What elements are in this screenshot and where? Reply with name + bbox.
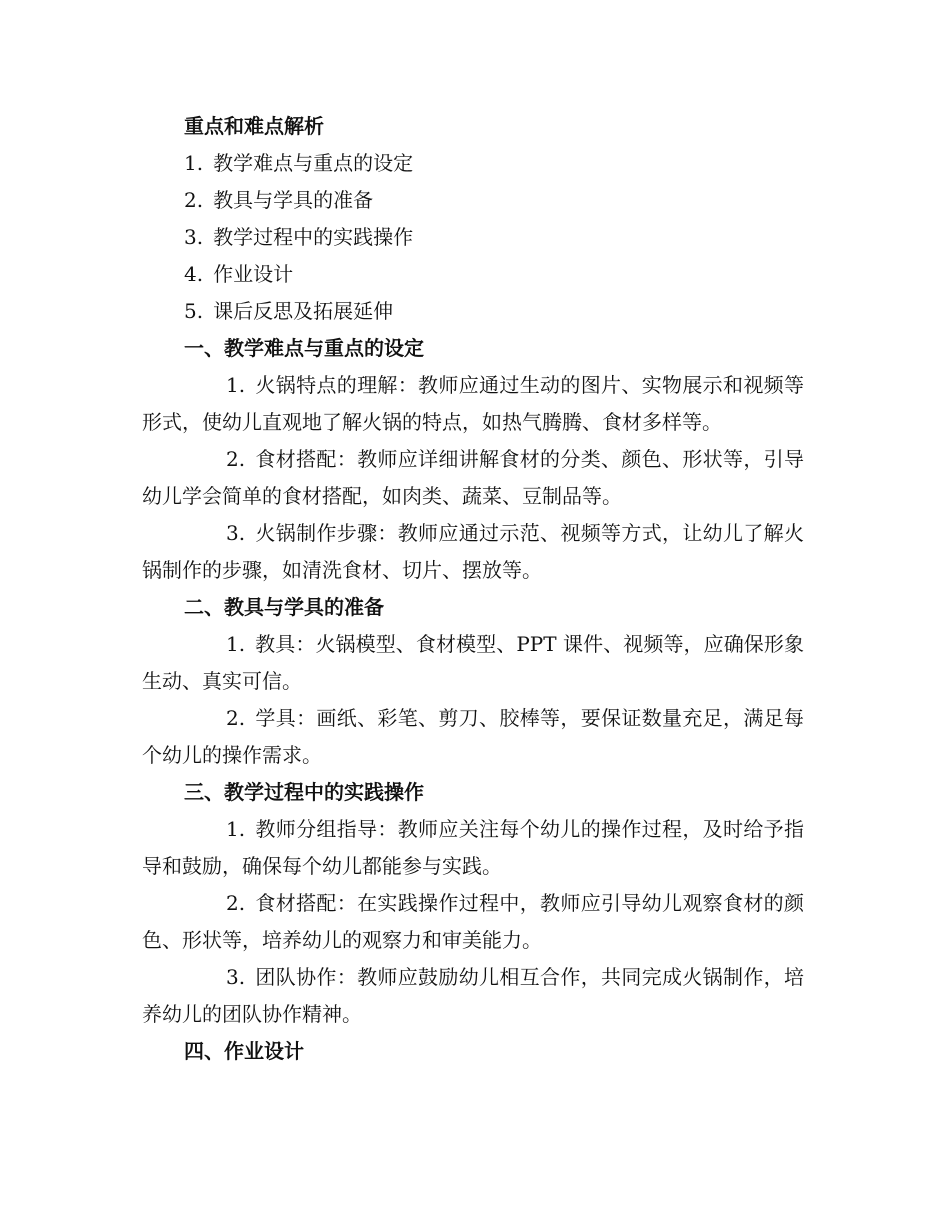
paragraph-text: 教师分组指导：教师应关注每个幼儿的操作过程，及时给予指导和鼓励，确保每个幼儿都能参与实践。 [142,817,804,878]
outline-item-text: 教具与学具的准备 [213,188,374,212]
paragraph-number: 3. [226,965,246,989]
paragraph-text: 食材搭配：在实践操作过程中，教师应引导幼儿观察食材的颜色、形状等，培养幼儿的观察力和审美能力。 [142,891,804,952]
outline-item-number: 3. [184,225,204,249]
outline-item [142,293,804,330]
outline-item-text: 作业设计 [213,262,294,286]
paragraph [142,959,804,1033]
paragraph-number: 3. [226,521,246,545]
outline-title: 重点和难点解析 [184,114,324,138]
paragraph-number: 1. [226,632,246,656]
paragraph [142,367,804,441]
outline-item-number: 1. [184,151,204,175]
outline-item-text: 课后反思及拓展延伸 [213,299,394,323]
outline-item-number: 5. [184,299,204,323]
section-heading: 三、教学过程中的实践操作 [184,780,424,804]
outline-item [142,182,804,219]
paragraph-text: 食材搭配：教师应详细讲解食材的分类、颜色、形状等，引导幼儿学会简单的食材搭配，如肉类、蔬菜、豆制品等。 [142,447,804,508]
paragraph [142,441,804,515]
paragraph-text: 学具：画纸、彩笔、剪刀、胶棒等，要保证数量充足，满足每个幼儿的操作需求。 [142,706,804,767]
outline-item [142,256,804,293]
section-heading: 一、教学难点与重点的设定 [184,336,424,360]
outline-item-text: 教学难点与重点的设定 [213,151,414,175]
paragraph [142,811,804,885]
paragraph-number: 1. [226,817,246,841]
outline-item [142,145,804,182]
outline-item-number: 4. [184,262,204,286]
section-heading: 二、教具与学具的准备 [184,595,384,619]
paragraph-number: 2. [226,447,246,471]
paragraph-text: 团队协作：教师应鼓励幼儿相互合作，共同完成火锅制作，培养幼儿的团队协作精神。 [142,965,804,1026]
paragraph-number: 2. [226,891,246,915]
section-heading: 四、作业设计 [184,1039,304,1063]
outline-item-text: 教学过程中的实践操作 [213,225,414,249]
outline-item [142,219,804,256]
paragraph-text: 教具：火锅模型、食材模型、PPT 课件、视频等，应确保形象生动、真实可信。 [142,632,804,693]
paragraph-text: 火锅特点的理解：教师应通过生动的图片、实物展示和视频等形式，使幼儿直观地了解火锅的特点，如热气腾腾、食材多样等。 [142,373,804,434]
outline-item-number: 2. [184,188,204,212]
paragraph-number: 2. [226,706,246,730]
paragraph-number: 1. [226,373,246,397]
paragraph [142,515,804,589]
paragraph [142,626,804,700]
document-page [142,108,804,1070]
paragraph [142,885,804,959]
paragraph [142,700,804,774]
paragraph-text: 火锅制作步骤：教师应通过示范、视频等方式，让幼儿了解火锅制作的步骤，如清洗食材、切片、摆放等。 [142,521,804,582]
